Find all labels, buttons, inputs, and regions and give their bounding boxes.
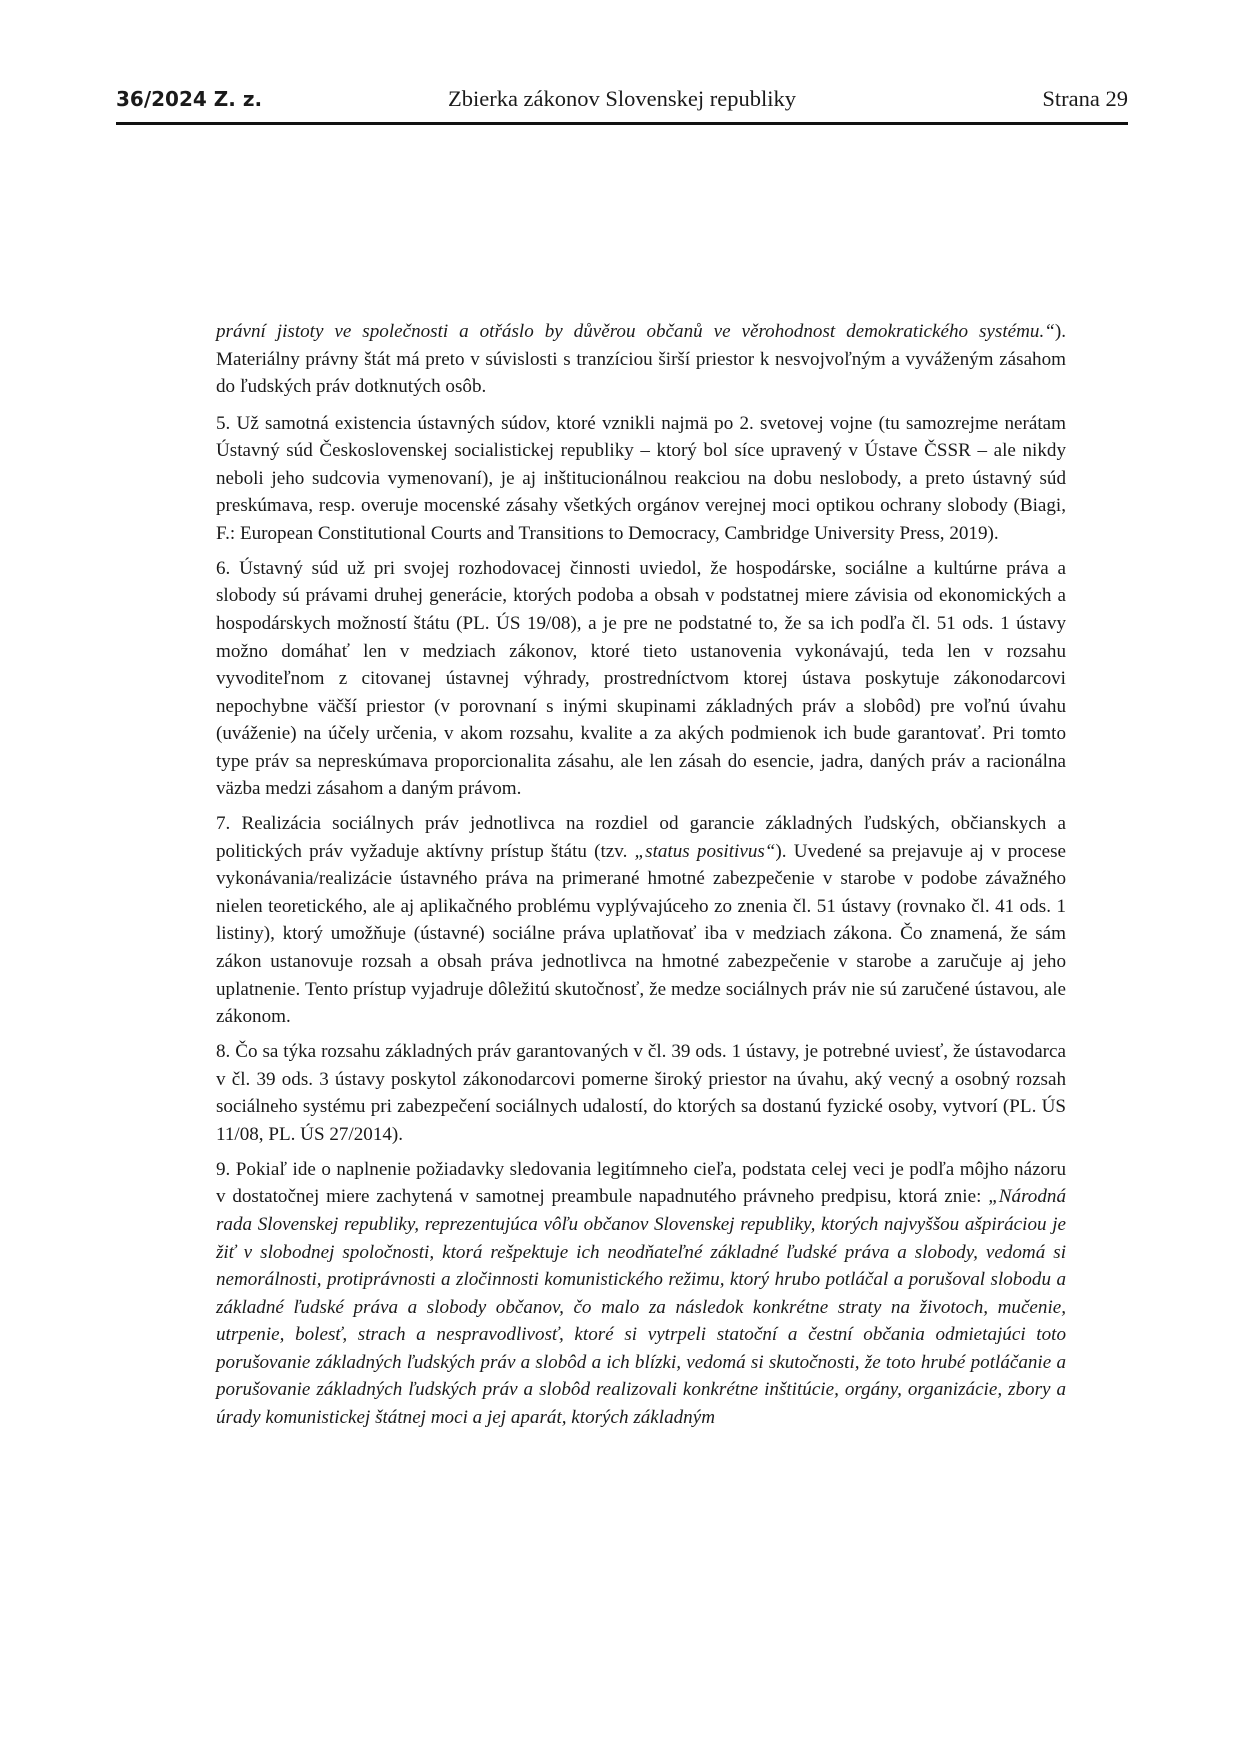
paragraph-text: 5. Už samotná existencia ústavných súdov, ktoré vznikli najmä po 2. svetovej vojne (tu samozrejme nerátam Ústavný súd Československej socialistickej republiky – ktorý bol síce upravený v Ústave ČSSR – ale nikdy neboli jeho sudcovia vymenovaní), je aj inštitucionálnou reakciou na dobu neslobody, a preto ústavný súd preskúmava, resp. overuje mocenské zásahy všetkých orgánov verejnej moci optikou ochrany slobody (Biagi, F.: European Constitutional Courts and Transitions to Democracy, Cambridge University Press, 2019). — [216, 412, 1066, 544]
paragraph-5 — [216, 410, 1066, 548]
paragraph-text: ). Uvedené sa prejavuje aj v procese vykonávania/realizácie ústavného práva na primerané hmotné zabezpečenie v starobe v podobe závažného nielen teoretického, ale aj aplikačného problému vyplývajúceho zo znenia čl. 51 ústavy (rovnako čl. 41 ods. 1 listiny), ktorý umožňuje (ústavné) sociálne práva uplatňovať iba v medziach zákona. Čo znamená, že sám zákon ustanovuje rozsah a obsah práva jednotlivca na hmotné zabezpečenie v starobe a zaručuje aj jeho uplatnenie. Tento prístup vyjadruje dôležitú skutočnosť, že medze sociálnych práv nie sú zaručené ústavou, ale zákonom. — [216, 840, 1067, 1028]
paragraph-continuation — [216, 318, 1066, 401]
paragraph-7 — [216, 810, 1066, 1030]
paragraph-8 — [216, 1038, 1066, 1148]
preamble-quote: „Národná rada Slovenskej republiky, reprezentujúca vôľu občanov Slovenskej republiky, ktorých najvyššou ašpiráciou je žiť v slobodnej spoločnosti, ktorá rešpektuje ich neodňateľné základné ľudské práva a slobody, vedomá si nemorálnosti, protiprávnosti a zločinnosti komunistického režimu, ktorý hrubo potláčal a porušoval slobodu a základné ľudské práva a slobody občanov, čo malo za následok konkrétne straty na životoch, mučenie, utrpenie, bolesť, strach a nespravodlivosť, ktoré si vytrpeli statoční a čestní občania odmietajúci toto porušovanie základných ľudských práv a slobôd a ich blízki, vedomá si skutočnosti, že toto hrubé potláčanie a porušovanie základných ľudských práv a slobôd realizovali konkrétne inštitúcie, orgány, organizácie, zbory a úrady komunistickej štátnej moci a jej aparát, ktorých základným — [216, 1186, 1066, 1428]
page-header — [116, 84, 1128, 125]
gazette-number: 36/2024 Z. z. — [116, 87, 263, 111]
paragraph-6 — [216, 555, 1066, 803]
gazette-title: Zbierka zákonov Slovenskej republiky — [447, 86, 797, 111]
paragraph-text: ). Materiálny právny štát má preto v súvislosti s tranzíciou širší priestor k nesvojvoľným a vyváženým zásahom do ľudských práv dotknutých osôb. — [216, 321, 1066, 398]
document-body — [216, 318, 1066, 1439]
czech-quote: právní jistoty ve společnosti a otřáslo by důvěrou občanů ve věrohodnost demokratického systému.“ — [216, 321, 1055, 342]
paragraph-text: 7. Realizácia sociálnych práv jednotlivca na rozdiel od garancie základných ľudských, občianskych a politických práv vyžaduje aktívny prístup štátu (tzv. — [216, 813, 1066, 862]
paragraph-9 — [216, 1156, 1066, 1431]
latin-term: „status positivus“ — [634, 840, 776, 862]
page-number: Strana 29 — [1042, 86, 1128, 111]
paragraph-text: 9. Pokiaľ ide o naplnenie požiadavky sledovania legitímneho cieľa, podstata celej veci je podľa môjho názoru v dostatočnej miere zachytená v samotnej preambule napadnutého právneho predpisu, ktorá znie: — [216, 1158, 1066, 1208]
paragraph-text: 6. Ústavný súd už pri svojej rozhodovacej činnosti uviedol, že hospodárske, sociálne a kultúrne práva a slobody sú právami druhej generácie, ktorých podoba a obsah v podstatnej miere závisia od ekonomických a hospodárskych možností štátu (PL. ÚS 19/08), a je pre ne podstatné to, že sa ich podľa čl. 51 ods. 1 ústavy možno domáhať len v medziach zákonov, ktoré tieto ustanovenia vykonávajú, teda len v rozsahu vyvoditeľnom z citovanej ústavnej výhrady, prostredníctvom ktorej ústava poskytuje zákonodarcovi nepochybne väčší priestor (v porovnaní s inými skupinami základných práv a slobôd) pre voľnú úvahu (uváženie) na účely určenia, v akom rozsahu, kvalite a za akých podmienok ich bude garantovať. Pri tomto type práv sa nepreskúmava proporcionalita zásahu, ale len zásah do esencie, jadra, daných práv a racionálna väzba medzi zásahom a daným právom. — [216, 557, 1066, 800]
paragraph-text: 8. Čo sa týka rozsahu základných práv garantovaných v čl. 39 ods. 1 ústavy, je potrebné uviesť, že ústavodarca v čl. 39 ods. 3 ústavy poskytol zákonodarcovi pomerne široký priestor na úvahu, aký vecný a osobný rozsah sociálneho systému pri zabezpečení sociálnych udalostí, do ktorých sa dostanú fyzické osoby, vytvorí (PL. ÚS 11/08, PL. ÚS 27/2014). — [216, 1041, 1066, 1145]
